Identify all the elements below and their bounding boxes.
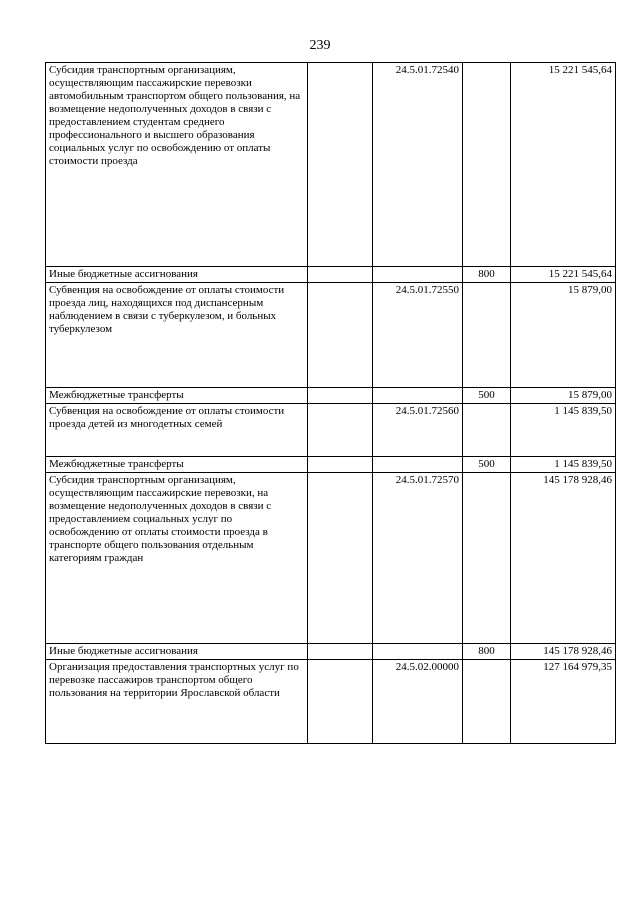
row-name: Межбюджетные трансферты xyxy=(46,388,308,404)
row-type: 800 xyxy=(463,644,511,660)
row-code xyxy=(373,457,463,473)
row-code: 24.5.01.72540 xyxy=(373,63,463,267)
row-code xyxy=(373,267,463,283)
row-name: Иные бюджетные ассигнования xyxy=(46,644,308,660)
row-amount: 1 145 839,50 xyxy=(511,404,616,457)
table-row xyxy=(46,388,616,404)
row-amount: 15 221 545,64 xyxy=(511,63,616,267)
row-code: 24.5.01.72550 xyxy=(373,283,463,388)
row-amount: 127 164 979,35 xyxy=(511,660,616,744)
row-name: Межбюджетные трансферты xyxy=(46,457,308,473)
row-type: 500 xyxy=(463,457,511,473)
row-name: Субвенция на освобождение от оплаты стоимости проезда детей из многодетных семей xyxy=(46,404,308,457)
empty-cell xyxy=(308,644,373,660)
row-name: Иные бюджетные ассигнования xyxy=(46,267,308,283)
budget-table xyxy=(45,62,616,744)
row-name: Субсидия транспортным организациям, осуществляющим пассажирские перевозки автомобильным транспортом общего пользования, на возмещение недополученных доходов в связи с предоставлением студентам среднего профессионального и высшего образования социальных услуг по освобождению от оплаты стоимости проезда xyxy=(46,63,308,267)
row-name: Организация предоставления транспортных услуг по перевозке пассажиров транспортом общего пользования на территории Ярославской области xyxy=(46,660,308,744)
row-amount: 15 879,00 xyxy=(511,388,616,404)
row-type xyxy=(463,473,511,644)
row-code xyxy=(373,644,463,660)
empty-cell xyxy=(308,283,373,388)
row-amount: 145 178 928,46 xyxy=(511,473,616,644)
empty-cell xyxy=(308,457,373,473)
empty-cell xyxy=(308,660,373,744)
table-row xyxy=(46,457,616,473)
empty-cell xyxy=(308,473,373,644)
row-amount: 15 221 545,64 xyxy=(511,267,616,283)
empty-cell xyxy=(308,388,373,404)
row-name: Субвенция на освобождение от оплаты стоимости проезда лиц, находящихся под диспансерным наблюдением в связи с туберкулезом, и больных туберкулезом xyxy=(46,283,308,388)
row-type xyxy=(463,63,511,267)
table-row xyxy=(46,660,616,744)
row-code: 24.5.01.72570 xyxy=(373,473,463,644)
row-type: 800 xyxy=(463,267,511,283)
table-row xyxy=(46,283,616,388)
row-amount: 1 145 839,50 xyxy=(511,457,616,473)
row-name: Субсидия транспортным организациям, осуществляющим пассажирские перевозки, на возмещение недополученных доходов в связи с предоставлением социальных услуг по освобождению от оплаты стоимости проезда в транспорте общего пользования отдельным категориям граждан xyxy=(46,473,308,644)
row-type xyxy=(463,660,511,744)
table-row xyxy=(46,644,616,660)
table-row xyxy=(46,267,616,283)
row-code: 24.5.01.72560 xyxy=(373,404,463,457)
row-code: 24.5.02.00000 xyxy=(373,660,463,744)
row-amount: 15 879,00 xyxy=(511,283,616,388)
row-type: 500 xyxy=(463,388,511,404)
table-row xyxy=(46,404,616,457)
table-row xyxy=(46,473,616,644)
row-amount: 145 178 928,46 xyxy=(511,644,616,660)
row-type xyxy=(463,283,511,388)
page-number: 239 xyxy=(309,38,331,53)
empty-cell xyxy=(308,63,373,267)
empty-cell xyxy=(308,404,373,457)
empty-cell xyxy=(308,267,373,283)
row-type xyxy=(463,404,511,457)
row-code xyxy=(373,388,463,404)
table-row xyxy=(46,63,616,267)
